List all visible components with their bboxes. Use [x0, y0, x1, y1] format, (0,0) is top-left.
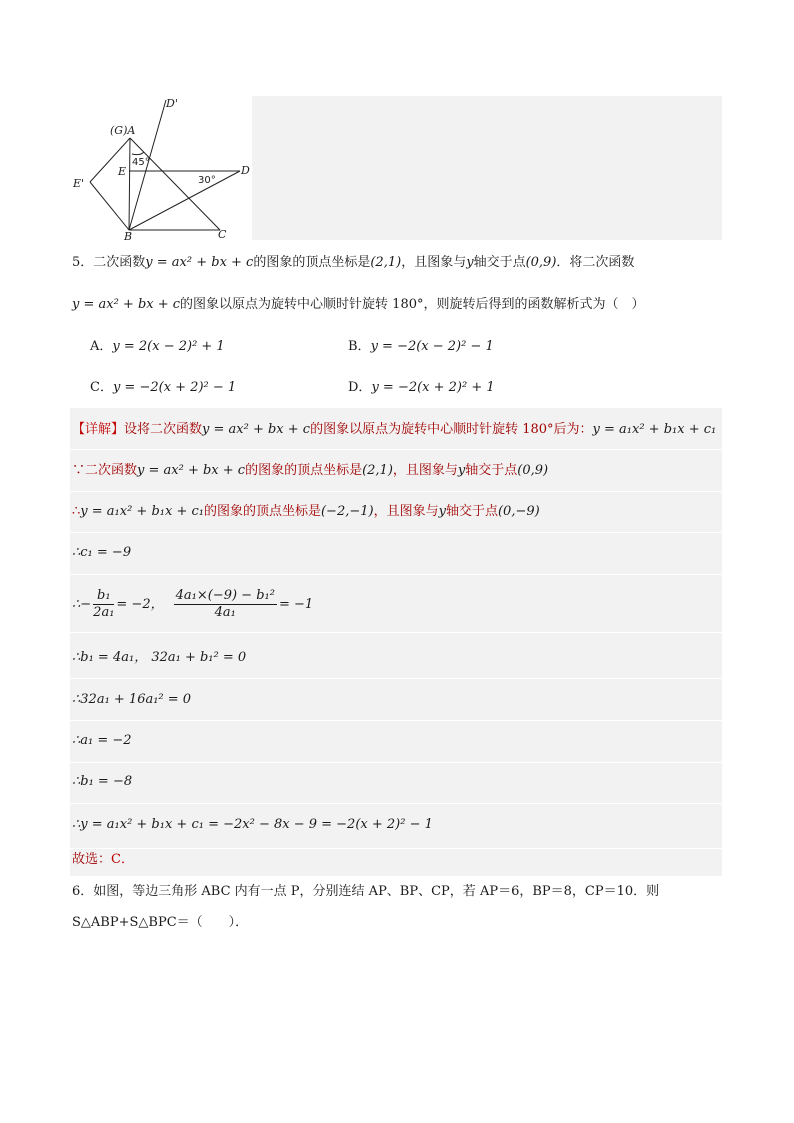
frac2-den: 4a₁: [214, 605, 236, 620]
label-e: E: [118, 165, 127, 178]
q5-option-a: [90, 337, 225, 357]
sol-l2-expr: y = ax² + bx + c: [137, 463, 246, 478]
q5-text6: 的图象以原点为旋转中心顺时针旋转 180°，则旋转后得到的函数解析式为（ ）: [180, 297, 645, 312]
segment-a-b: [129, 138, 130, 230]
label-c: C: [218, 228, 227, 240]
sol-l3-text2: ，且图象与: [373, 504, 439, 519]
sol-l2-pt: (2,1): [362, 463, 393, 478]
sol-l5-frac1: [93, 588, 114, 621]
sol-l5-pre: ∴−: [72, 597, 92, 612]
sol-l3-y: y: [438, 504, 446, 519]
solution-line2: [72, 461, 548, 481]
option-a-label: A．: [90, 339, 113, 354]
sol-l2-text1: ∵二次函数: [72, 463, 138, 478]
option-c-expr: y = −2(x + 2)² − 1: [112, 380, 237, 395]
q5-text4: 轴交于点: [473, 255, 526, 270]
label-angle-30: 30°: [198, 175, 216, 186]
solution-line5: [72, 588, 313, 621]
sol-l3-pre: ∴: [72, 504, 81, 519]
q5-option-d: [348, 378, 495, 398]
q5-line2: [72, 295, 645, 315]
sol-l1-expr: y = ax² + bx + c: [202, 422, 311, 437]
q5-text1: 二次函数: [93, 255, 146, 270]
q5-text2: 的图象的顶点坐标是: [253, 255, 371, 270]
solution-line4: [72, 543, 131, 563]
segment-eprime-b: [90, 182, 129, 230]
solution-line6: [72, 648, 246, 668]
sol-l5-frac2: [174, 588, 277, 621]
solution-line8: [72, 731, 132, 751]
q5-option-c: [90, 378, 236, 398]
option-d-expr: y = −2(x + 2)² + 1: [371, 380, 495, 395]
segment-b-d: [129, 171, 240, 230]
answer-label: 故选：: [72, 852, 112, 867]
q5-y: y: [466, 255, 474, 270]
sol-l2-y: y: [457, 463, 466, 478]
option-d-label: D．: [348, 380, 372, 395]
q5-intercept: (0,9): [525, 255, 557, 270]
sol-l3-pt2: (0,−9): [497, 504, 540, 519]
sol-l5-end: = −1: [278, 597, 314, 612]
q6-line1: [72, 882, 659, 902]
sol-l1-expr2: y = a₁x² + b₁x + c₁: [592, 422, 717, 437]
sol-l1-text2: 的图象以原点为旋转中心顺时针旋转 180°后为：: [310, 422, 593, 437]
label-g-a: (G)A: [110, 124, 136, 137]
angle-arc-45: [132, 152, 144, 155]
geometry-diagram: [70, 96, 252, 240]
geometry-figure: [70, 96, 252, 240]
label-b: B: [124, 230, 133, 240]
solution-tag: 【详解】: [72, 422, 125, 437]
solution-answer: [72, 850, 134, 870]
sol-l3-text1: 的图象的顶点坐标是: [203, 504, 321, 519]
solution-line9: [72, 772, 132, 792]
sol-l6: ∴b₁ = 4a₁， 32a₁ + b₁² = 0: [72, 650, 247, 665]
q5-text3: ，且图象与: [401, 255, 467, 270]
frac1-num: b₁: [93, 588, 114, 605]
label-e-prime: E': [73, 177, 85, 190]
label-angle-45: 45°: [132, 157, 150, 168]
solution-line3: [72, 502, 540, 522]
solution-line1: [72, 420, 716, 440]
label-d: D: [241, 164, 250, 177]
q5-expr2: y = ax² + bx + c: [72, 297, 181, 312]
sol-l5-mid: = −2，: [116, 597, 164, 612]
q5-option-b: [348, 337, 494, 357]
sol-l8: ∴a₁ = −2: [72, 733, 132, 748]
sol-l9: ∴b₁ = −8: [72, 774, 133, 789]
sol-l2-pt2: (0,9): [517, 463, 549, 478]
sol-l2-text2: 的图象的顶点坐标是: [245, 463, 363, 478]
option-b-label: B．: [348, 339, 371, 354]
sol-l3-pt: (−2,−1): [320, 504, 374, 519]
q5-expr1: y = ax² + bx + c: [145, 255, 254, 270]
q5-number: 5．: [72, 255, 94, 270]
q5-text5: ．将二次函数: [556, 255, 635, 270]
q5-line1: [72, 253, 634, 273]
q6-line2: [72, 913, 248, 933]
sol-l10: ∴y = a₁x² + b₁x + c₁ = −2x² − 8x − 9 = −2(x + 2)² − 1: [72, 817, 433, 832]
q5-vertex: (2,1): [370, 255, 402, 270]
solution-line7: [72, 690, 191, 710]
solution-line10: [72, 815, 433, 835]
sol-l3-expr: y = a₁x² + b₁x + c₁: [80, 504, 204, 519]
label-d-prime: D': [166, 97, 178, 110]
frac2-num: 4a₁×(−9) − b₁²: [175, 588, 275, 603]
frac1-den: 2a₁: [93, 605, 115, 620]
sol-l2-text4: 轴交于点: [465, 463, 518, 478]
option-b-expr: y = −2(x − 2)² − 1: [370, 339, 494, 354]
q6-text1: 6．如图，等边三角形 ABC 内有一点 P，分别连结 AP、BP、CP，若 AP＝6，BP＝8，CP＝10．则: [72, 884, 660, 899]
sol-l7: ∴32a₁ + 16a₁² = 0: [72, 692, 192, 707]
q6-text2: S△ABP+S△BPC＝（ ）．: [72, 915, 249, 930]
option-a-expr: y = 2(x − 2)² + 1: [112, 339, 225, 354]
sol-l4: ∴c₁ = −9: [72, 545, 132, 560]
sol-l3-text3: 轴交于点: [445, 504, 498, 519]
answer-value: C．: [111, 852, 134, 867]
option-c-label: C．: [90, 380, 113, 395]
sol-l1-text1: 设将二次函数: [124, 422, 203, 437]
sol-l2-text3: ，且图象与: [392, 463, 458, 478]
